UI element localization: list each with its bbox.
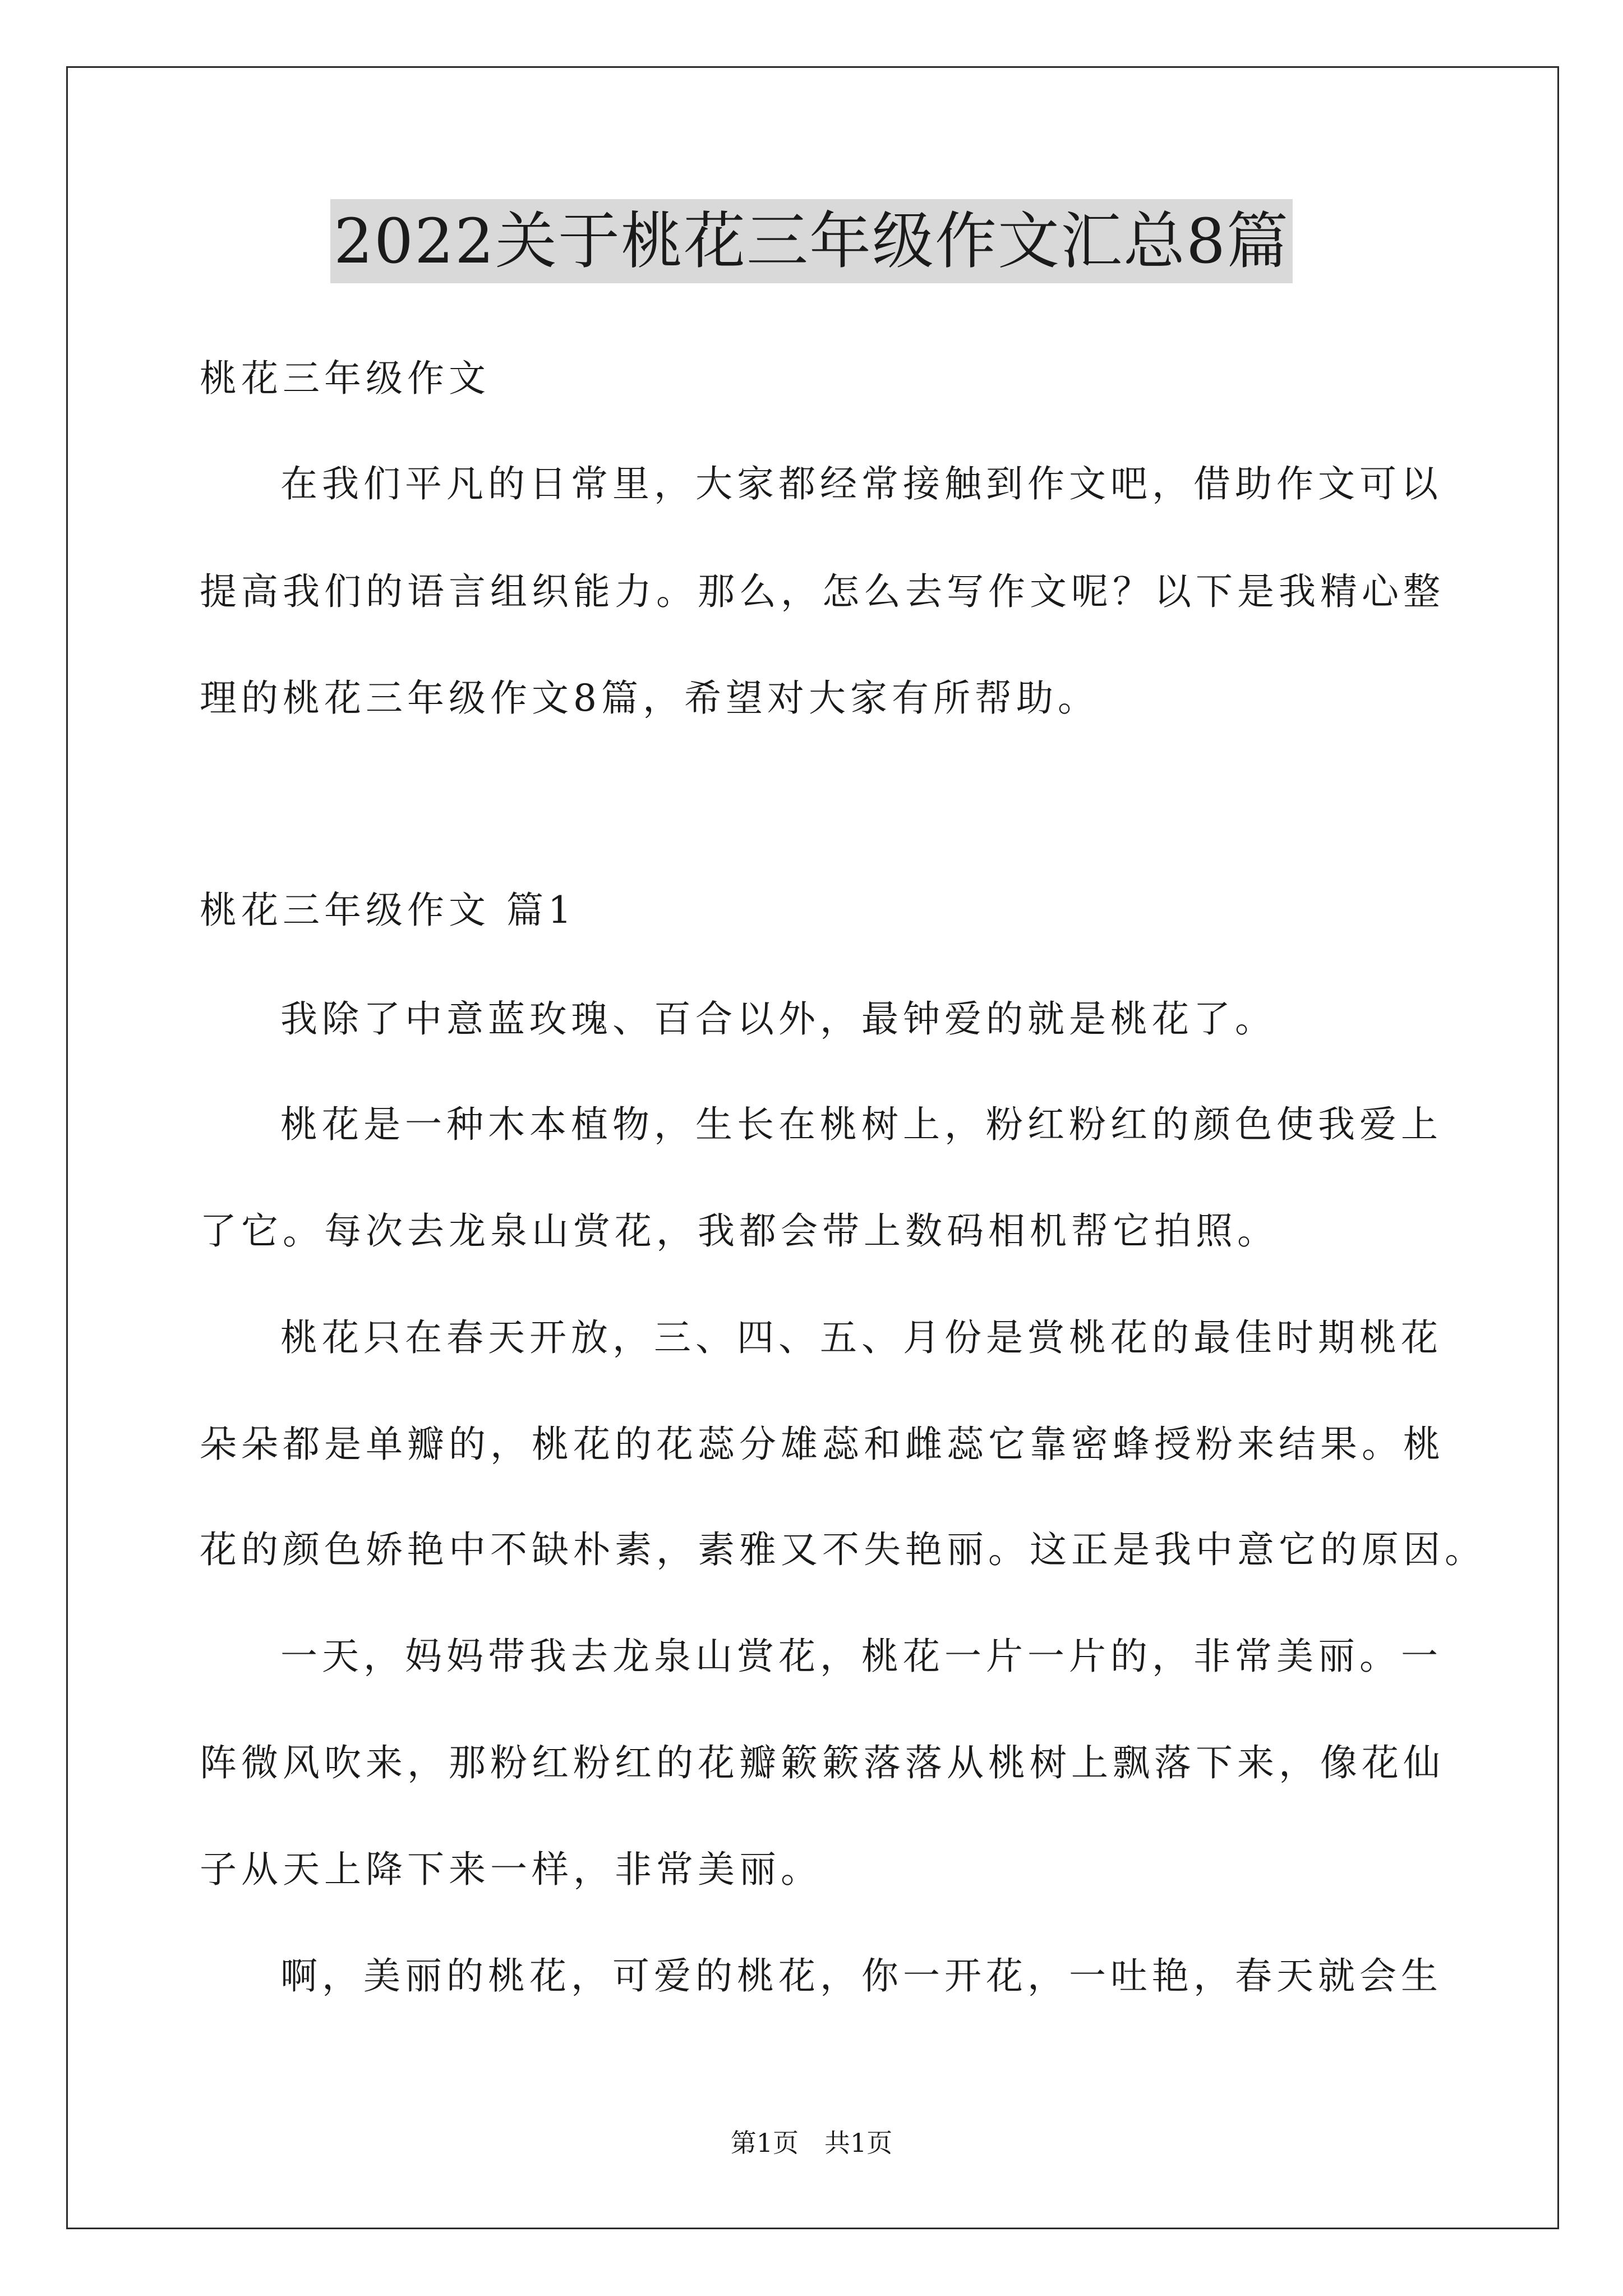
intro-line: 在我们平凡的日常里，大家都经常接触到作文吧，借助作文可以	[280, 462, 1442, 505]
paragraph-line: 阵微风吹来，那粉红粉红的花瓣簌簌落落从桃树上飘落下来，像花仙	[200, 1741, 1445, 1784]
paragraph-line: 一天，妈妈带我去龙泉山赏花，桃花一片一片的，非常美丽。一	[280, 1635, 1442, 1678]
section-heading: 桃花三年级作文	[200, 357, 490, 400]
paragraph-line: 朵朵都是单瓣的，桃花的花蕊分雄蕊和雌蕊它靠密蜂授粉来结果。桃	[200, 1423, 1445, 1466]
document-title: 2022关于桃花三年级作文汇总8篇	[330, 199, 1293, 283]
intro-line: 理的桃花三年级作文8篇，希望对大家有所帮助。	[200, 677, 1099, 720]
paragraph-line: 桃花只在春天开放，三、四、五、月份是赏桃花的最佳时期桃花	[280, 1316, 1442, 1359]
paragraph-line: 我除了中意蓝玫瑰、百合以外，最钟爱的就是桃花了。	[280, 997, 1276, 1041]
paragraph-line: 花的颜色娇艳中不缺朴素，素雅又不失艳丽。这正是我中意它的原因。	[200, 1528, 1486, 1571]
page-footer: 第1页 共1页	[730, 2128, 893, 2158]
essay-heading: 桃花三年级作文 篇1	[200, 889, 576, 932]
paragraph-line: 子从天上降下来一样，非常美丽。	[200, 1848, 822, 1891]
paragraph-line: 啊，美丽的桃花，可爱的桃花，你一开花，一吐艳，春天就会生	[280, 1954, 1442, 1998]
paragraph-line: 了它。每次去龙泉山赏花，我都会带上数码相机帮它拍照。	[200, 1209, 1279, 1253]
paragraph-line: 桃花是一种木本植物，生长在桃树上，粉红粉红的颜色使我爱上	[280, 1103, 1442, 1146]
intro-line: 提高我们的语言组织能力。那么，怎么去写作文呢？以下是我精心整	[200, 570, 1445, 613]
title-container	[0, 199, 1623, 283]
